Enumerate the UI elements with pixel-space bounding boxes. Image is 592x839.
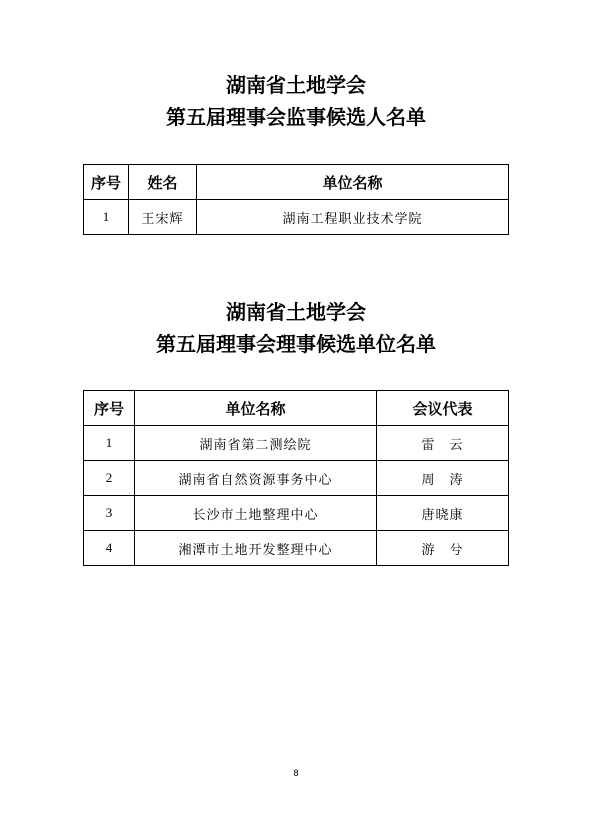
cell-unit-name: 湖南工程职业技术学院: [197, 200, 509, 235]
cell-unit-name: 长沙市土地整理中心: [135, 496, 377, 531]
cell-representative: 游 兮: [377, 531, 509, 566]
cell-serial-no: 3: [84, 496, 135, 531]
header-serial-no: 序号: [84, 165, 129, 200]
cell-unit-name: 湖南省自然资源事务中心: [135, 461, 377, 496]
cell-name: 王宋辉: [129, 200, 197, 235]
section2-title-line1: 湖南省土地学会: [226, 300, 366, 324]
table-row: [84, 496, 509, 531]
table-row: [84, 461, 509, 496]
header-representative: 会议代表: [377, 391, 509, 426]
cell-representative: 唐晓康: [377, 496, 509, 531]
page-number: 8: [293, 768, 299, 778]
cell-serial-no: 2: [84, 461, 135, 496]
header-unit-name: 单位名称: [135, 391, 377, 426]
council-candidate-units-table: [83, 390, 509, 566]
cell-representative: 雷 云: [377, 426, 509, 461]
table-header-row: [84, 391, 509, 426]
supervisor-candidates-table: [83, 164, 509, 235]
cell-serial-no: 4: [84, 531, 135, 566]
table-row: [84, 531, 509, 566]
cell-unit-name: 湘潭市土地开发整理中心: [135, 531, 377, 566]
cell-unit-name: 湖南省第二测绘院: [135, 426, 377, 461]
section1-title-line2: 第五届理事会监事候选人名单: [166, 105, 426, 129]
cell-serial-no: 1: [84, 426, 135, 461]
cell-representative: 周 涛: [377, 461, 509, 496]
section1-title-line1: 湖南省土地学会: [226, 73, 366, 97]
cell-serial-no: 1: [84, 200, 129, 235]
table-header-row: [84, 165, 509, 200]
table-row: [84, 426, 509, 461]
section2-title-line2: 第五届理事会理事候选单位名单: [156, 332, 436, 356]
header-serial-no: 序号: [84, 391, 135, 426]
header-name: 姓名: [129, 165, 197, 200]
table-row: [84, 200, 509, 235]
header-unit-name: 单位名称: [197, 165, 509, 200]
